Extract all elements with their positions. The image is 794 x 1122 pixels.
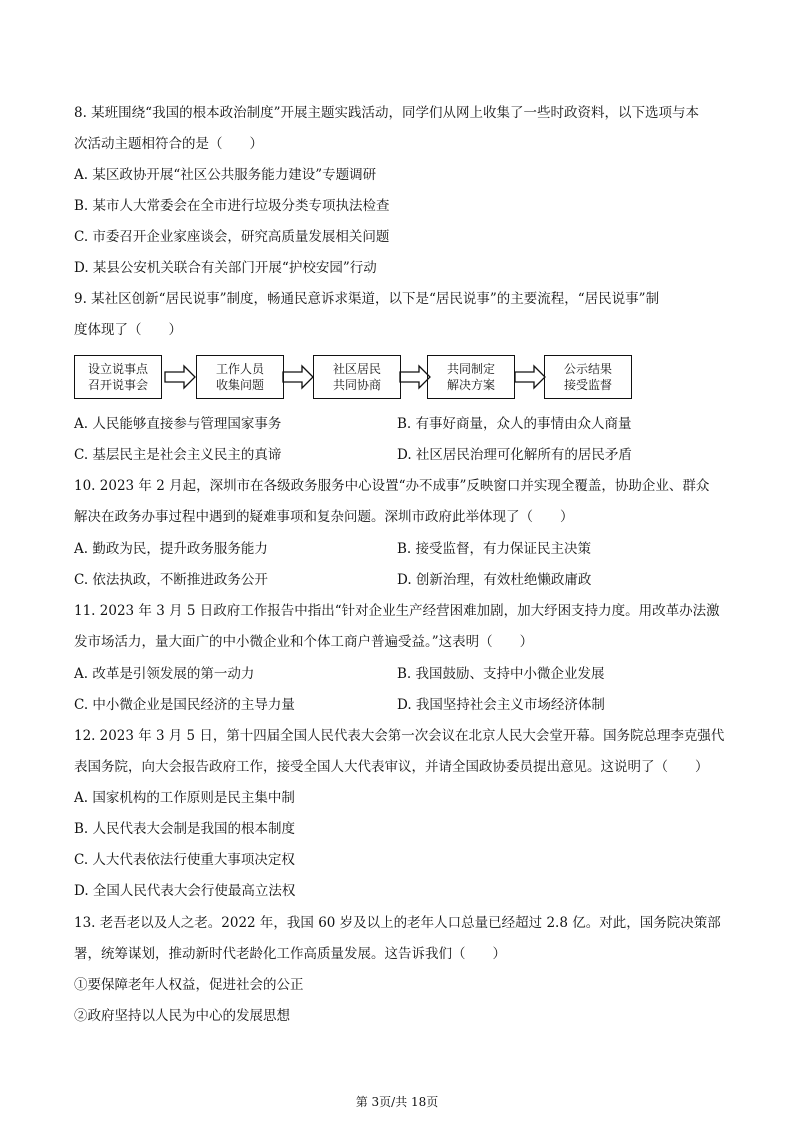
flow-step-2 [196, 355, 284, 399]
q12-stem-line2: 表国务院，向大会报告政府工作，接受全国人大代表审议，并请全国政协委员提出意见。这说明了（ ） [74, 759, 709, 775]
flow-step-5-line2: 接受监督 [563, 378, 612, 392]
q9-flowchart [74, 355, 634, 403]
q13-item-1: ①要保障老年人权益，促进社会的公正 [74, 977, 304, 993]
q8-stem-line2: 次活动主题相符合的是（ ） [74, 136, 263, 152]
q9-option-a: A. 人民能够直接参与管理国家事务 [74, 416, 282, 432]
q12-option-a: A. 国家机构的工作原则是民主集中制 [74, 790, 295, 806]
flow-step-5-line1: 公示结果 [563, 362, 612, 376]
q8-option-b: B. 某市人大常委会在全市进行垃圾分类专项执法检查 [74, 198, 390, 214]
q12-stem-line1: 12. 2023 年 3 月 5 日，第十四届全国人民代表大会第一次会议在北京人民大会堂开幕。国务院总理李克强代 [74, 728, 725, 744]
q11-stem-line1: 11. 2023 年 3 月 5 日政府工作报告中指出“针对企业生产经营困难加剧，加大纾困支持力度。用改革办法激 [74, 603, 720, 619]
q11-option-b: B. 我国鼓励、支持中小微企业发展 [397, 666, 605, 682]
q8-option-c: C. 市委召开企业家座谈会，研究高质量发展相关问题 [74, 229, 390, 245]
q10-option-c: C. 依法执政，不断推进政务公开 [74, 572, 268, 588]
q8-option-a: A. 某区政协开展“社区公共服务能力建设”专题调研 [74, 167, 377, 183]
q9-option-b: B. 有事好商量，众人的事情由众人商量 [397, 416, 632, 432]
q11-stem-line2: 发市场活力，量大面广的中小微企业和个体工商户普遍受益。”这表明（ ） [74, 634, 534, 650]
q13-stem-line1: 13. 老吾老以及人之老。2022 年，我国 60 岁及以上的老年人口总量已经超过 2.8 亿。对此，国务院决策部 [74, 915, 721, 931]
q8-option-d: D. 某县公安机关联合有关部门开展“护校安园”行动 [74, 260, 377, 276]
flow-arrow-icon [164, 364, 196, 390]
q13-stem-line2: 署，统筹谋划，推动新时代老龄化工作高质量发展。这告诉我们（ ） [74, 946, 506, 962]
q10-stem-line2: 解决在政务办事过程中遇到的疑难事项和复杂问题。深圳市政府此举体现了（ ） [74, 509, 574, 525]
q8-stem-line1: 8. 某班围绕“我国的根本政治制度”开展主题实践活动，同学们从网上收集了一些时政资料，以下选项与本 [74, 105, 699, 121]
flow-step-4 [427, 355, 515, 399]
q11-option-a: A. 改革是引领发展的第一动力 [74, 666, 255, 682]
flow-step-3-line2: 共同协商 [332, 378, 381, 392]
q9-option-c: C. 基层民主是社会主义民主的真谛 [74, 447, 282, 463]
flow-step-5 [544, 355, 632, 399]
q11-option-c: C. 中小微企业是国民经济的主导力量 [74, 697, 295, 713]
q9-stem-line2: 度体现了（ ） [74, 322, 182, 338]
flow-step-1 [74, 355, 162, 399]
flow-step-3 [313, 355, 401, 399]
flow-step-4-line1: 共同制定 [446, 362, 495, 376]
flow-step-2-line1: 工作人员 [215, 362, 264, 376]
q10-option-d: D. 创新治理，有效杜绝懒政庸政 [397, 572, 592, 588]
q12-option-d: D. 全国人民代表大会行使最高立法权 [74, 883, 296, 899]
flow-arrow-icon [514, 364, 546, 390]
q13-item-2: ②政府坚持以人民为中心的发展思想 [74, 1008, 290, 1024]
flow-step-2-line2: 收集问题 [215, 378, 264, 392]
q10-stem-line1: 10. 2023 年 2 月起，深圳市在各级政务服务中心设置“办不成事”反映窗口并实现全覆盖，协助企业、群众 [74, 478, 710, 494]
q12-option-c: C. 人大代表依法行使重大事项决定权 [74, 852, 295, 868]
q9-option-d: D. 社区居民治理可化解所有的居民矛盾 [397, 447, 632, 463]
q10-option-a: A. 勤政为民，提升政务服务能力 [74, 541, 268, 557]
flow-arrow-icon [282, 364, 314, 390]
q12-option-b: B. 人民代表大会制是我国的根本制度 [74, 821, 296, 837]
q11-option-d: D. 我国坚持社会主义市场经济体制 [397, 697, 605, 713]
flow-step-3-line1: 社区居民 [332, 362, 381, 376]
flow-step-4-line2: 解决方案 [446, 378, 495, 392]
page-number: 第 3页/共 18页 [355, 1095, 439, 1109]
q9-stem-line1: 9. 某社区创新“居民说事”制度，畅通民意诉求渠道，以下是“居民说事”的主要流程，“居民说事”制 [74, 291, 660, 307]
q10-option-b: B. 接受监督，有力保证民主决策 [397, 541, 592, 557]
flow-step-1-line2: 召开说事会 [87, 378, 148, 392]
flow-step-1-line1: 设立说事点 [87, 362, 148, 376]
